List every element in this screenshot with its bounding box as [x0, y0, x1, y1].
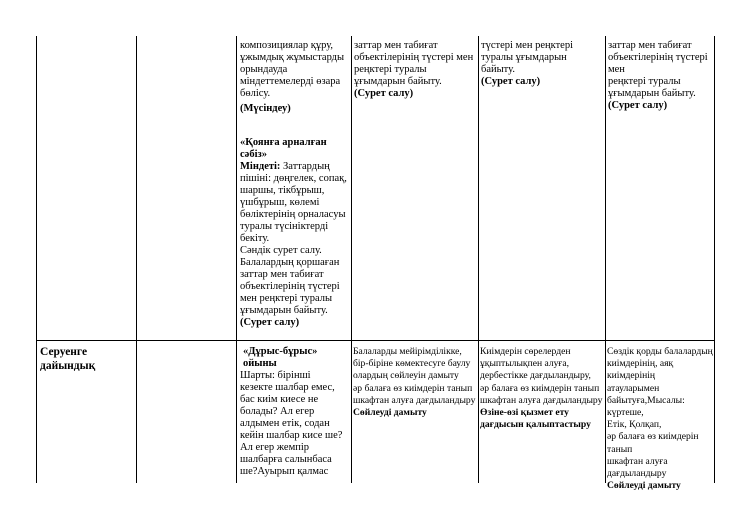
activity-label: (Сурет салу) [240, 317, 300, 328]
cell-text: Балаларды мейірімділікке, бір-біріне көмектесуге баулу олардың сөйлеуін дамыту әр балаға өз киімдерін танып шкафтан алуға дағдыландыру [353, 346, 476, 406]
activity-label: (Сурет салу) [354, 88, 414, 99]
row-label-walk-preparation: Серуенге дайындық [40, 346, 96, 372]
column-divider [136, 36, 137, 483]
activity-label: Сөйлеуді дамыту [353, 407, 427, 419]
cell-row1-col3 [240, 40, 350, 329]
cell-row2-col4 [353, 346, 479, 419]
modelling-description: композициялар құру, ұжымдық жұмыстарды орындауда міндеттемелерді өзара бөлісу. [240, 40, 345, 99]
activity-label: (Мүсіндеу) [240, 103, 291, 114]
lesson-task [240, 161, 350, 317]
cell-text: түстері мен реңктері туралы ұғымдарын байыту. [481, 40, 573, 75]
cell-row2-col3 [240, 346, 350, 478]
task-text: Заттардың пішіні: дөңгелек, сопақ, шаршы, тікбұрыш, үшбұрыш, көлемі бөліктерінің орналасуы туралы түсініктерді бекіту. Сәндік сурет салу. Балалардың қоршаған заттар мен табиғат объектілерінің түстері мен реңктері туралы ұғымдарын байыту. [240, 161, 347, 316]
cell-text: Киімдерін сөрелерден ұқыптылықпен алуға, дербестікке дағдыландыру, әр балаға өз киімдерін танып шкафтан алуға дағдыландыру [480, 346, 603, 406]
cell-text: Сөздік қорды балалардың киімдерінің, аяқ киімдерінің атауларымен байытуға,Мысалы: күртеше, Етік, Қолқап, әр балаға өз киімдерін танып шкафтан алуға дағдыландыру [607, 346, 713, 480]
row-divider [36, 340, 714, 341]
column-divider [351, 36, 352, 483]
cell-row1-col4 [354, 40, 478, 100]
activity-label: Сөйлеуді дамыту [607, 480, 681, 492]
cell-text: заттар мен табиғат объектілерінің түстері мен реңктері туралы ұғымдарын байыту. [608, 40, 708, 99]
table-border-left [36, 36, 37, 483]
cell-text: заттар мен табиғат объектілерінің түстері мен реңктері туралы ұғымдарын байыту. [354, 40, 474, 87]
column-divider [236, 36, 237, 483]
cell-row1-col5 [481, 40, 605, 88]
activity-label: (Сурет салу) [608, 100, 668, 111]
game-rules: Шарты: бірінші кезекте шалбар емес, бас киім киесе не болады? Ал егер алдымен етік, содан кейін шалбар кисе ше? Ал егер жемпір шалбарға салынбаса ше?Ауырып қалмас [240, 370, 343, 477]
activity-label: (Сурет салу) [481, 76, 541, 87]
cell-row1-col6 [608, 40, 714, 112]
lesson-title: «Қоянға арналған сәбіз» [240, 137, 327, 160]
game-title: «Дұрыс-бұрыс» ойыны [243, 346, 318, 369]
cell-row2-col5 [480, 346, 606, 431]
activity-label: Өзіне-өзі қызмет ету дағдысын қалыптастыру [480, 407, 591, 431]
cell-row2-col6 [607, 346, 717, 492]
task-label: Міндеті: [240, 161, 281, 172]
